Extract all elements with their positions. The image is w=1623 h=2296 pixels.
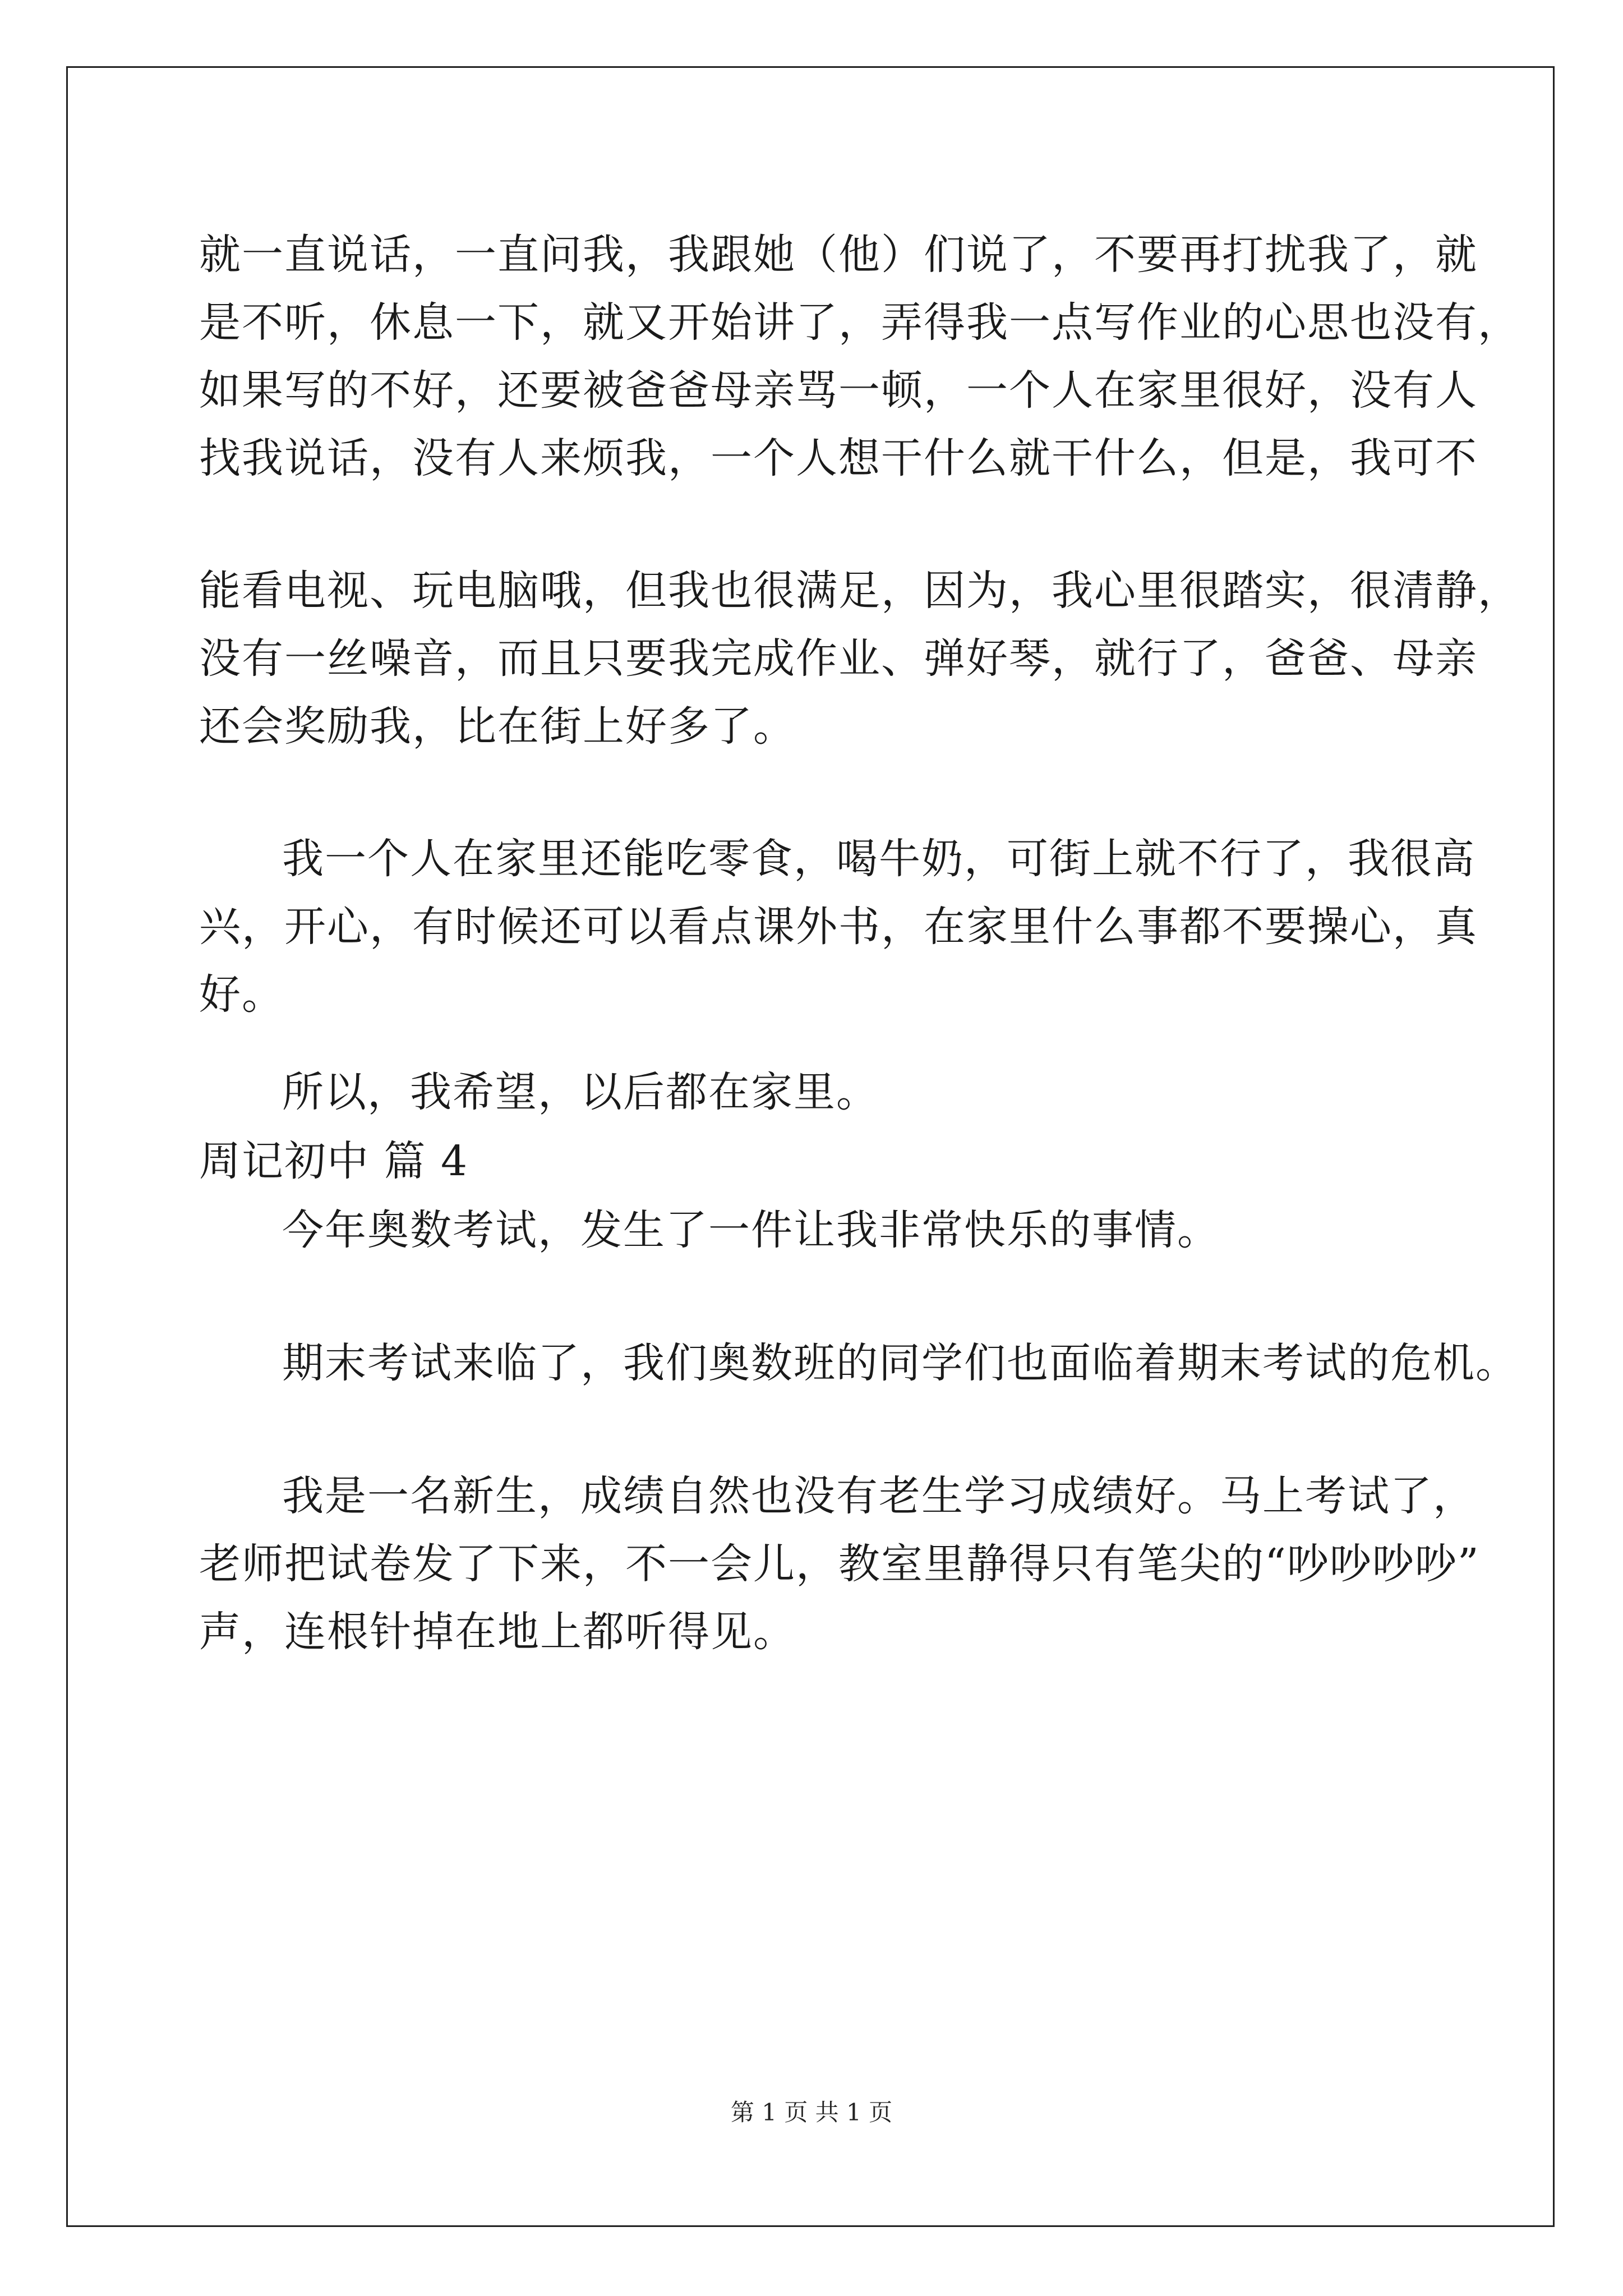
page-number-footer: 第 1 页 共 1 页 — [730, 2099, 893, 2126]
text-line: 好。 — [199, 970, 284, 1019]
text-line: 如果写的不好，还要被爸爸母亲骂一顿，一个人在家里很好，没有人 — [199, 366, 1478, 415]
text-line: 就一直说话，一直问我，我跟她（他）们说了，不要再打扰我了，就 — [199, 231, 1478, 279]
text-line: 能看电视、玩电脑哦，但我也很满足，因为，我心里很踏实，很清静， — [199, 567, 1520, 615]
text-line: 老师把试卷发了下来，不一会儿，教室里静得只有笔尖的“吵吵吵吵” — [199, 1540, 1480, 1588]
paragraph-start: 今年奥数考试，发生了一件让我非常快乐的事情。 — [282, 1206, 1220, 1254]
text-line: 兴，开心，有时候还可以看点课外书，在家里什么事都不要操心，真 — [199, 903, 1478, 951]
paragraph-start: 我是一名新生，成绩自然也没有老生学习成绩好。马上考试了， — [282, 1472, 1476, 1520]
paragraph-start: 所以，我希望，以后都在家里。 — [282, 1068, 879, 1116]
text-line: 没有一丝噪音，而且只要我完成作业、弹好琴，就行了，爸爸、母亲 — [199, 634, 1478, 683]
paragraph-start: 期末考试来临了，我们奥数班的同学们也面临着期末考试的危机。 — [282, 1339, 1518, 1387]
text-line: 是不听，休息一下，就又开始讲了，弄得我一点写作业的心思也没有， — [199, 298, 1520, 347]
paragraph-start: 我一个人在家里还能吃零食，喝牛奶，可街上就不行了，我很高 — [282, 835, 1476, 883]
text-line: 还会奖励我，比在街上好多了。 — [199, 702, 796, 751]
text-line: 声，连根针掉在地上都听得见。 — [199, 1608, 796, 1656]
section-heading: 周记初中 篇 4 — [199, 1137, 469, 1185]
text-line: 找我说话，没有人来烦我，一个人想干什么就干什么，但是，我可不 — [199, 434, 1478, 482]
